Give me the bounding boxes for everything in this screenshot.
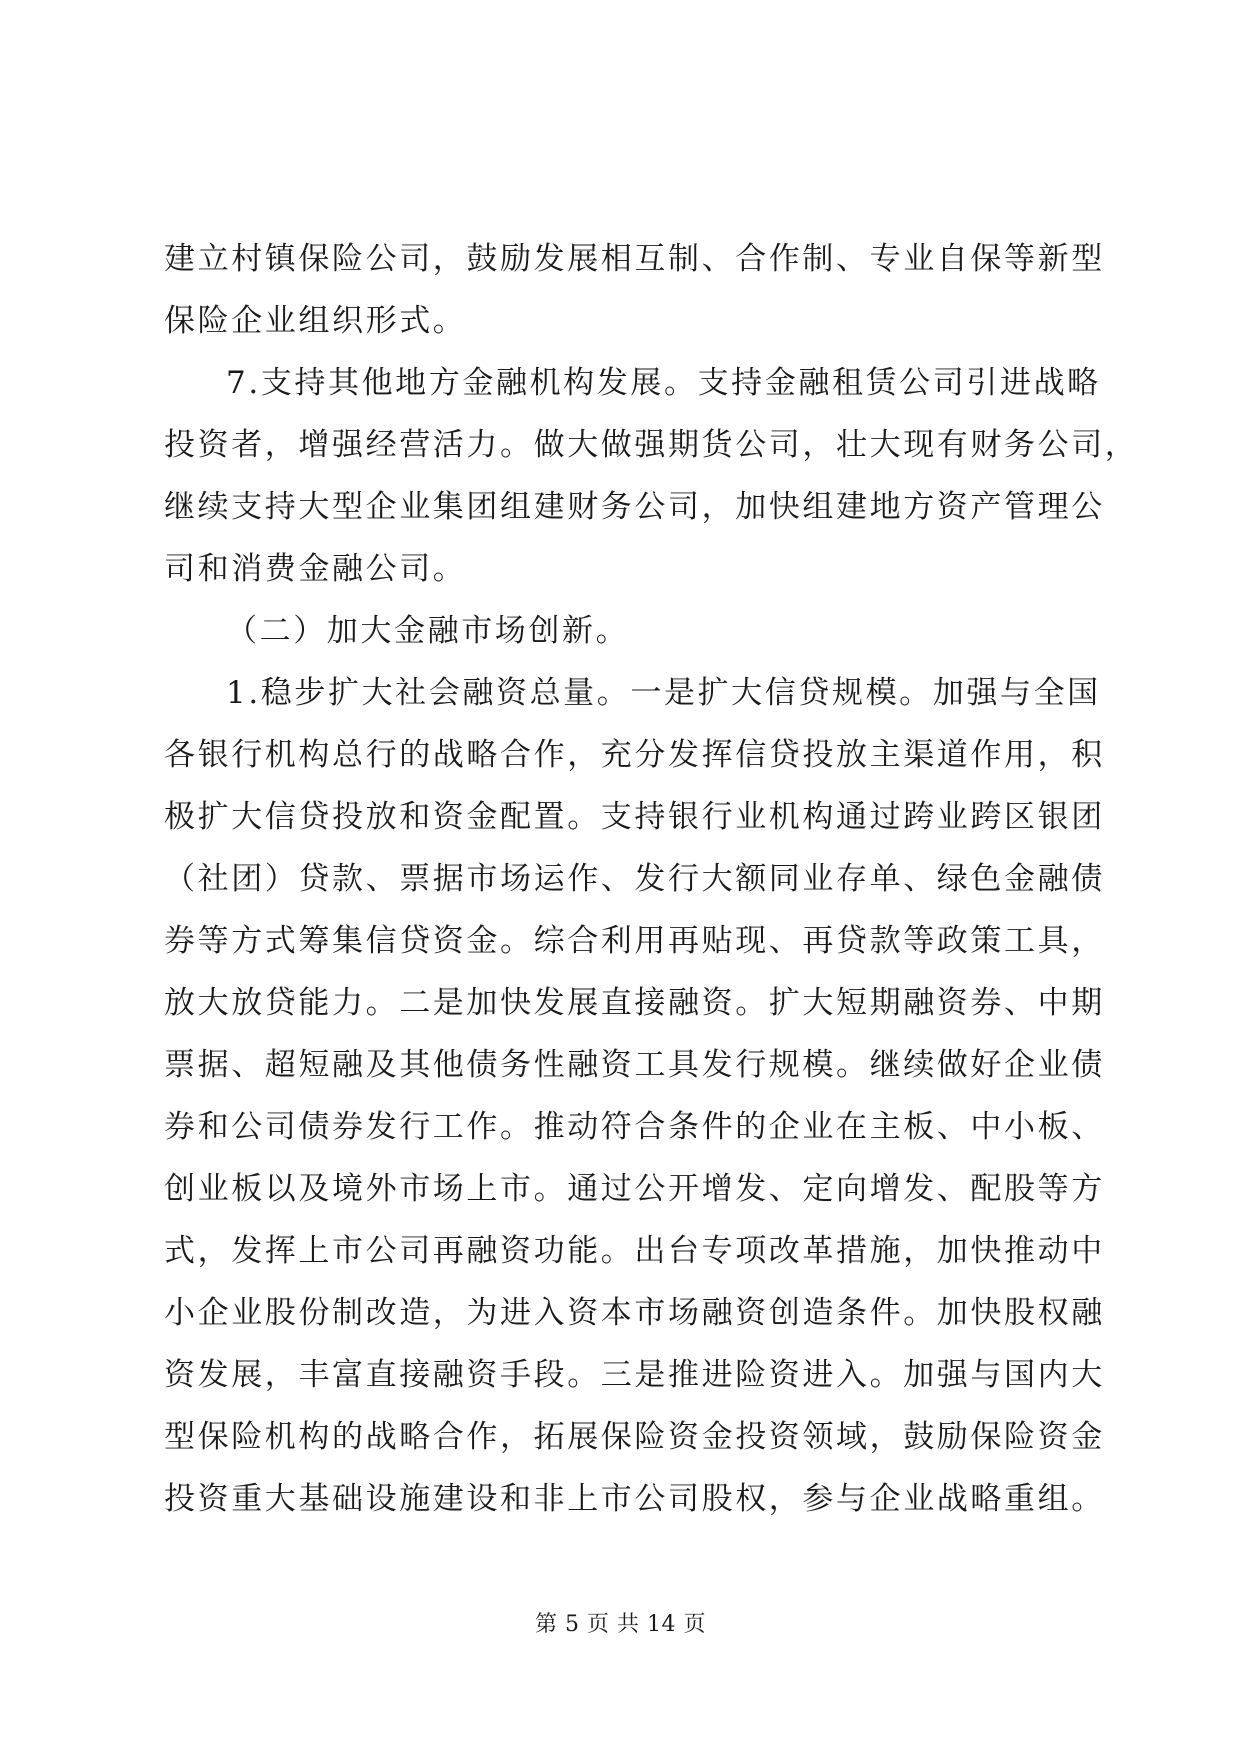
text-line: 司和消费金融公司。 [164, 551, 467, 587]
text-line: 票据、超短融及其他债务性融资工具发行规模。继续做好企业债 [164, 1047, 1105, 1083]
paragraph-heading-7: 7.支持其他地方金融机构发展。支持金融租赁公司引进战略 [226, 365, 1101, 401]
text-line: 券和公司债券发行工作。推动符合条件的企业在主板、中小板、 [164, 1109, 1105, 1145]
text-line: 创业板以及境外市场上市。通过公开增发、定向增发、配股等方 [164, 1171, 1105, 1207]
text-line: 各银行机构总行的战略合作，充分发挥信贷投放主渠道作用，积 [164, 737, 1105, 773]
text-line: 放大放贷能力。二是加快发展直接融资。扩大短期融资券、中期 [164, 985, 1105, 1021]
page-number-footer: 第 5 页 共 14 页 [535, 1612, 706, 1637]
text-line: 继续支持大型企业集团组建财务公司，加快组建地方资产管理公 [164, 489, 1105, 525]
text-line: （社团）贷款、票据市场运作、发行大额同业存单、绿色金融债 [164, 861, 1105, 897]
text-line: 式，发挥上市公司再融资功能。出台专项改革措施，加快推动中 [164, 1233, 1105, 1269]
text-line: 建立村镇保险公司，鼓励发展相互制、合作制、专业自保等新型 [164, 241, 1105, 277]
text-line: 投资者，增强经营活力。做大做强期货公司，壮大现有财务公司， [164, 427, 1139, 463]
text-line: 极扩大信贷投放和资金配置。支持银行业机构通过跨业跨区银团 [164, 799, 1105, 835]
paragraph-heading-1: 1.稳步扩大社会融资总量。一是扩大信贷规模。加强与全国 [226, 675, 1101, 711]
section-heading: （二）加大金融市场创新。 [226, 613, 630, 649]
text-line: 投资重大基础设施建设和非上市公司股权，参与企业战略重组。 [164, 1481, 1105, 1517]
text-line: 资发展，丰富直接融资手段。三是推进险资进入。加强与国内大 [164, 1357, 1105, 1393]
text-line: 券等方式筹集信贷资金。综合利用再贴现、再贷款等政策工具， [164, 923, 1105, 959]
body-text [164, 228, 1139, 1530]
text-line: 保险企业组织形式。 [164, 303, 467, 339]
text-line: 型保险机构的战略合作，拓展保险资金投资领域，鼓励保险资金 [164, 1419, 1105, 1455]
text-line: 小企业股份制改造，为进入资本市场融资创造条件。加快股权融 [164, 1295, 1105, 1331]
